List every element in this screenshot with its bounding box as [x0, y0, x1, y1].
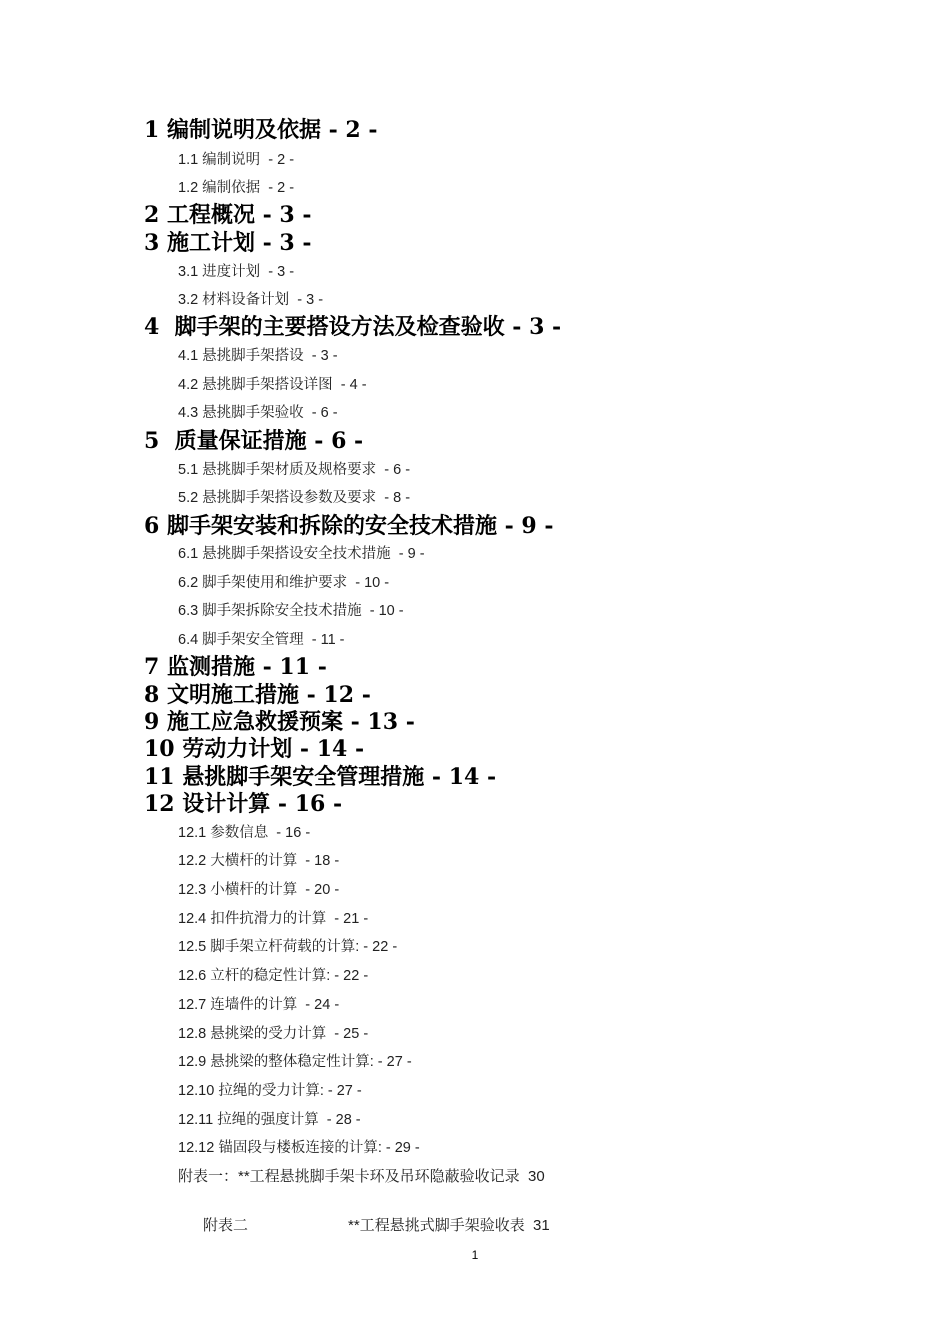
- toc-entry-level2[interactable]: 6.3 脚手架拆除安全技术措施 - 10 -: [178, 603, 404, 619]
- toc-entry-level2[interactable]: 4.1 悬挑脚手架搭设 - 3 -: [178, 348, 338, 364]
- toc-entry-level1[interactable]: 12 设计计算 - 16 -: [144, 791, 343, 817]
- toc-entry-level2[interactable]: 4.2 悬挑脚手架搭设详图 - 4 -: [178, 377, 367, 393]
- toc-entry-level2[interactable]: 12.12 锚固段与楼板连接的计算: - 29 -: [178, 1140, 420, 1156]
- toc-entry-level2[interactable]: 3.1 进度计划 - 3 -: [178, 264, 295, 280]
- toc-entry-level1[interactable]: 9 施工应急救援预案 - 13 -: [144, 709, 415, 735]
- toc-entry-level2[interactable]: 12.7 连墙件的计算 - 24 -: [178, 997, 340, 1013]
- toc-entry-level2[interactable]: 12.5 脚手架立杆荷载的计算: - 22 -: [178, 939, 398, 955]
- toc-entry-level2[interactable]: 5.2 悬挑脚手架搭设参数及要求 - 8 -: [178, 490, 411, 506]
- page-number: 1: [471, 1248, 479, 1262]
- toc-entry-level2[interactable]: 12.9 悬挑梁的整体稳定性计算: - 27 -: [178, 1054, 412, 1070]
- toc-entry-level2[interactable]: 12.8 悬挑梁的受力计算 - 25 -: [178, 1026, 369, 1042]
- appendix-entry-2[interactable]: [178, 1196, 550, 1256]
- toc-entry-level2[interactable]: 6.2 脚手架使用和维护要求 - 10 -: [178, 575, 390, 591]
- toc-entry-level2[interactable]: 6.1 悬挑脚手架搭设安全技术措施 - 9 -: [178, 546, 425, 562]
- toc-entry-level2[interactable]: 1.1 编制说明 - 2 -: [178, 152, 295, 168]
- toc-entry-level2[interactable]: 12.6 立杆的稳定性计算: - 22 -: [178, 968, 369, 984]
- toc-entry-level1[interactable]: 4 脚手架的主要搭设方法及检查验收 - 3 -: [144, 314, 562, 340]
- toc-entry-level2[interactable]: 6.4 脚手架安全管理 - 11 -: [178, 632, 345, 648]
- toc-entry-level1[interactable]: 8 文明施工措施 - 12 -: [144, 682, 371, 708]
- toc-entry-level1[interactable]: 5 质量保证措施 - 6 -: [144, 428, 364, 454]
- toc-entry-level1[interactable]: 3 施工计划 - 3 -: [144, 230, 312, 256]
- toc-entry-level1[interactable]: 7 监测措施 - 11 -: [144, 654, 327, 680]
- toc-entry-level2[interactable]: 4.3 悬挑脚手架验收 - 6 -: [178, 405, 338, 421]
- toc-entry-level2[interactable]: 12.10 拉绳的受力计算: - 27 -: [178, 1083, 362, 1099]
- toc-entry-level2[interactable]: 12.11 拉绳的强度计算 - 28 -: [178, 1112, 361, 1128]
- toc-entry-level2[interactable]: 3.2 材料设备计划 - 3 -: [178, 292, 324, 308]
- toc-entry-level2[interactable]: 1.2 编制依据 - 2 -: [178, 180, 295, 196]
- toc-entry-level2[interactable]: 12.4 扣件抗滑力的计算 - 21 -: [178, 911, 369, 927]
- toc-entry-level1[interactable]: 6 脚手架安装和拆除的安全技术措施 - 9 -: [144, 513, 554, 539]
- toc-entry-level1[interactable]: 10 劳动力计划 - 14 -: [144, 736, 365, 762]
- toc-entry-level1[interactable]: 1 编制说明及依据 - 2 -: [144, 117, 378, 143]
- toc-entry-level1[interactable]: 2 工程概况 - 3 -: [144, 202, 312, 228]
- toc-entry-level2[interactable]: 12.3 小横杆的计算 - 20 -: [178, 882, 340, 898]
- toc-entry-level1[interactable]: 11 悬挑脚手架安全管理措施 - 14 -: [144, 764, 497, 790]
- appendix-2-title: **工程悬挑式脚手架验收表 31: [348, 1217, 550, 1234]
- appendix-2-label: 附表二: [203, 1217, 249, 1234]
- appendix-entry-1[interactable]: 附表一：**工程悬挑脚手架卡环及吊环隐蔽验收记录 30: [178, 1168, 545, 1185]
- toc-entry-level2[interactable]: 12.1 参数信息 - 16 -: [178, 825, 311, 841]
- toc-entry-level2[interactable]: 5.1 悬挑脚手架材质及规格要求 - 6 -: [178, 462, 411, 478]
- toc-entry-level2[interactable]: 12.2 大横杆的计算 - 18 -: [178, 853, 340, 869]
